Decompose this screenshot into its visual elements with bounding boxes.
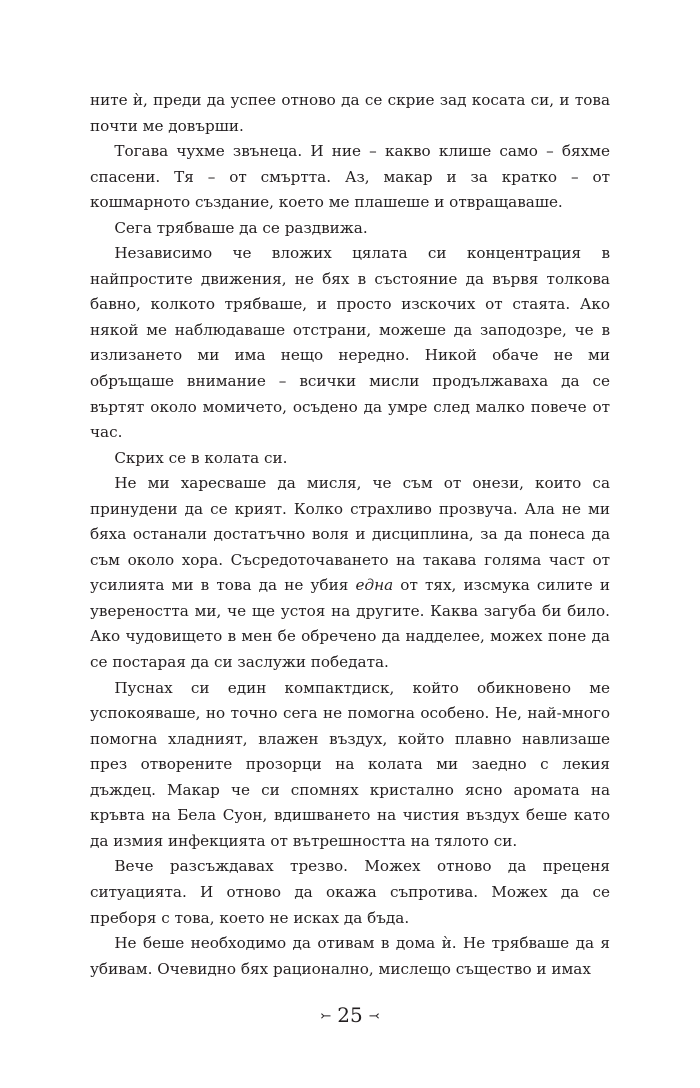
page-number: 25 (337, 1003, 363, 1027)
paragraph-6-emphasis: една (355, 576, 394, 595)
ornament-left-icon: ⤚ (320, 1009, 332, 1024)
paragraph-6 (90, 471, 610, 675)
paragraph-1: ните ѝ, преди да успее отново да се скрие зад косата си, и това почти ме довърши. (90, 91, 610, 135)
paragraph-5: Скрих се в колата си. (114, 448, 288, 467)
paragraph-6-start: Не ми харесваше да мисля, че съм от онези, които са принудени да се крият. Колко страхливо прозвуча. Ала не ми бяха останали достатъчно воля и дисциплина, за да понеса да съм около хора. Съсредоточаването на такава голяма част от усилията ми в това да не убия (90, 474, 610, 595)
body-text (90, 88, 610, 982)
paragraph-9: Не беше необходимо да отивам в дома ѝ. Не трябваше да я убивам. Очевидно бях рационално, мислещо същество и имах (90, 934, 610, 978)
page-footer (0, 1000, 700, 1032)
ornament-right-icon: ⤙ (368, 1009, 380, 1024)
paragraph-8: Вече разсъждавах трезво. Можех отново да преценя ситуацията. И отново да окажа съпротива. Можех да се преборя с това, което не исках да бъда. (90, 857, 610, 927)
paragraph-2: Тогава чухме звънеца. И ние – какво клише само – бяхме спасени. Тя – от смъртта. Аз, макар и за кратко – от кошмарното създание, което ме плашеше и отвращаваше. (90, 142, 610, 212)
paragraph-4: Независимо че вложих цялата си концентрация в найпростите движения, не бях в състояние да вървя толкова бавно, колкото трябваше, и просто изскочих от стаята. Ако някой ме наблюдаваше отстрани, можеше да заподозре, че в излизането ми има нещо нередно. Никой обаче не ми обръщаше внимание – всички мисли продължаваха да се въртят около момичето, осъдено да умре след малко повече от час. (90, 244, 610, 442)
paragraph-6-end: от тях, изсмука силите и увереността ми, че ще устоя на другите. Каква загуба би било. Ако чудовището в мен бе обречено да надделее, можех поне да се постарая да си заслужи победата. (90, 576, 610, 672)
paragraph-3: Сега трябваше да се раздвижа. (114, 218, 368, 237)
paragraph-7: Пуснах си един компактдиск, който обикновено ме успокояваше, но точно сега не помогна особено. Не, най-много помогна хладният, влажен въздух, който плавно навлизаше през отворените прозорци на колата ми заедно с лекия дъждец. Макар че си спомнях кристално ясно аромата на кръвта на Бела Суон, вдишването на чистия въздух беше като да измия инфекцията от вътрешността на тялото си. (90, 678, 610, 850)
